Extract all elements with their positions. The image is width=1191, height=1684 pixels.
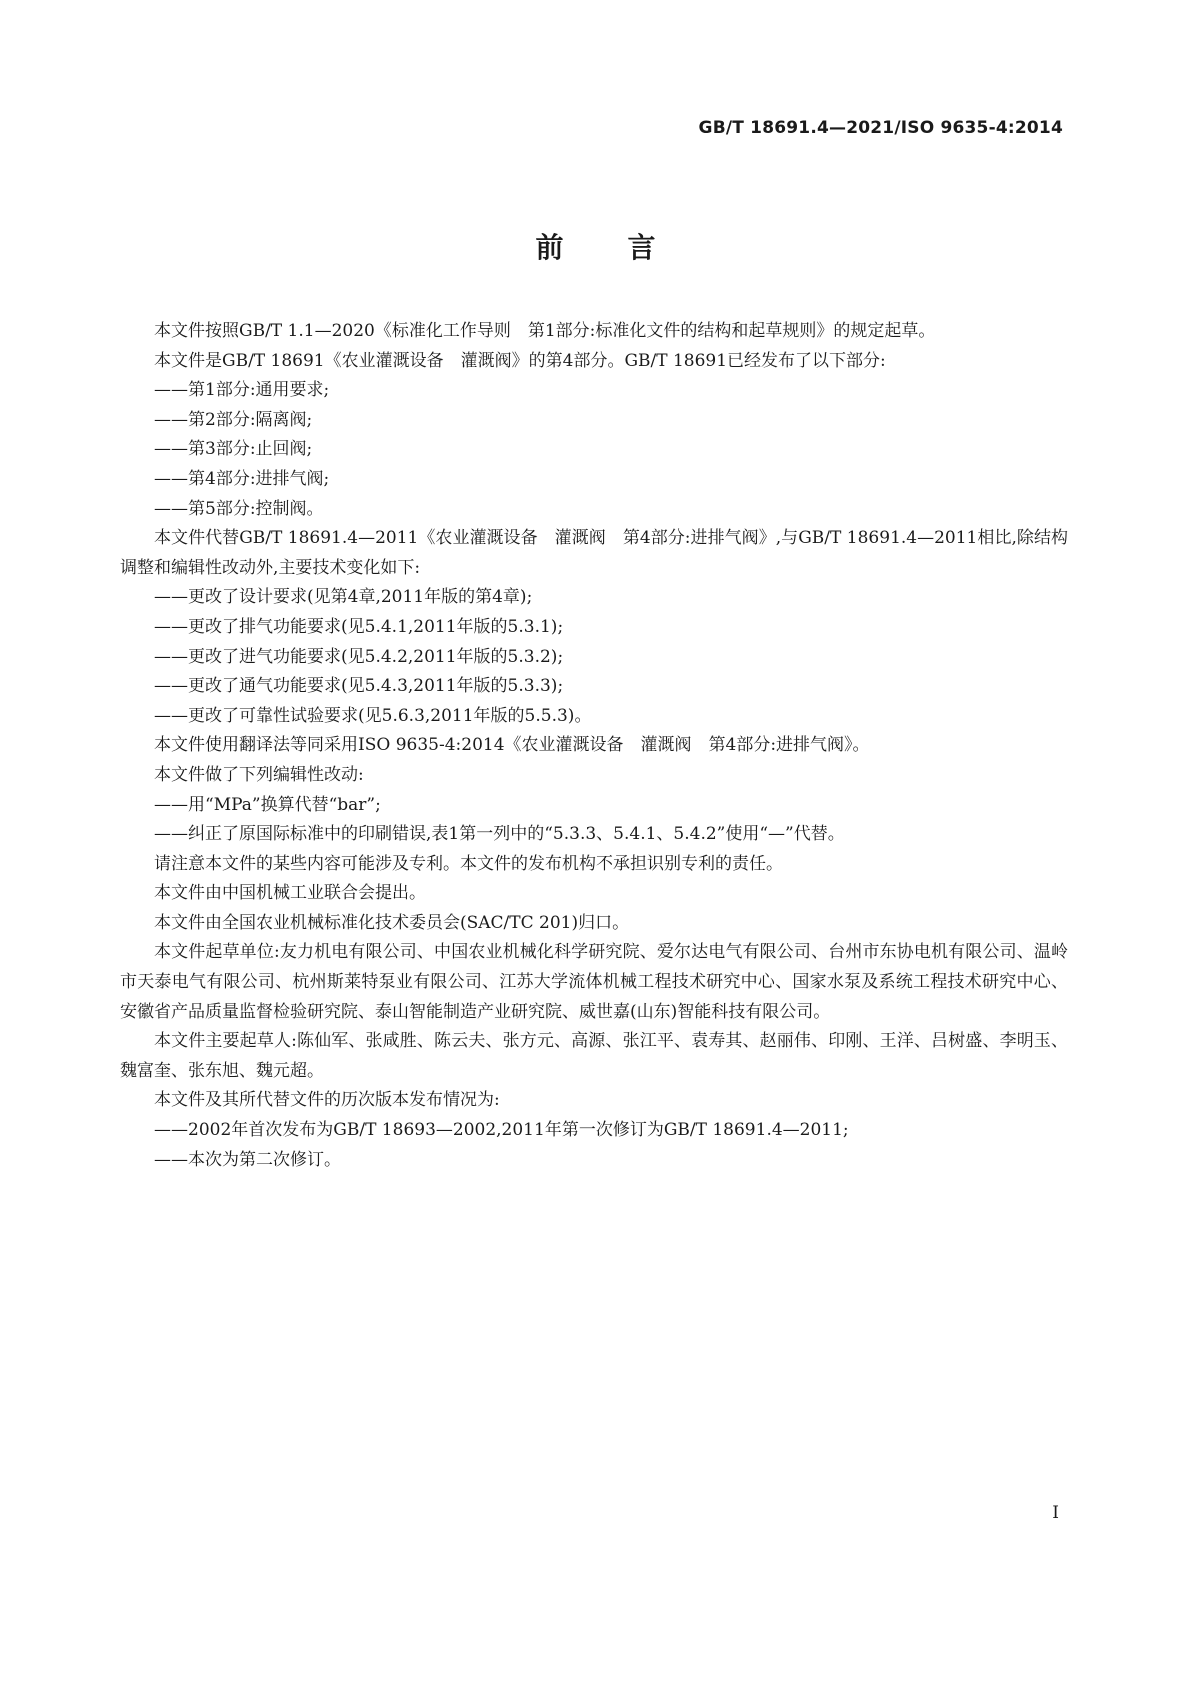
- page-title: [0, 226, 1191, 266]
- paragraph-drafting-rules: 本文件按照GB/T 1.1—2020《标准化工作导则 第1部分:标准化文件的结构和起草规则》的规定起草。: [154, 321, 936, 341]
- list-item: ——2002年首次发布为GB/T 18693—2002,2011年第一次修订为GB/T 18691.4—2011;: [154, 1120, 849, 1141]
- list-item: ——第3部分:止回阀;: [154, 439, 313, 460]
- list-item: ——更改了通气功能要求(见5.4.3,2011年版的5.3.3);: [154, 676, 564, 697]
- list-item: ——纠正了原国际标准中的印刷错误,表1第一列中的“5.3.3、5.4.1、5.4.2”使用“—”代替。: [154, 824, 845, 845]
- paragraph-editorial: 本文件做了下列编辑性改动:: [154, 764, 364, 785]
- title-char-1: 前: [535, 231, 564, 264]
- paragraph-proposed: 本文件由中国机械工业联合会提出。: [154, 883, 426, 904]
- paragraph-drafting-units: 本文件起草单位:友力机电有限公司、中国农业机械化科学研究院、爱尔达电气有限公司、台州市东协电机有限公司、温岭市天泰电气有限公司、杭州斯莱特泵业有限公司、江苏大学流体机械工程技术研究中心、国家水泵及系统工程技术研究中心、安徽省产品质量监督检验研究院、泰山智能制造产业研究院、威世嘉(山东)智能科技有限公司。: [120, 942, 1068, 1022]
- list-item: ——第5部分:控制阀。: [154, 498, 324, 519]
- editorial-list: [120, 791, 1068, 850]
- paragraph-drafters: 本文件主要起草人:陈仙军、张咸胜、陈云夫、张方元、高源、张江平、袁寿其、赵丽伟、印刚、王洋、吕树盛、李明玉、魏富奎、张东旭、魏元超。: [120, 1031, 1068, 1081]
- history-list: [120, 1116, 1068, 1175]
- changes-list: [120, 583, 1068, 731]
- foreword-body: [120, 317, 1068, 1175]
- parts-list: [120, 376, 1068, 524]
- paragraph-translation: 本文件使用翻译法等同采用ISO 9635-4:2014《农业灌溉设备 灌溉阀 第4部分:进排气阀》。: [154, 735, 870, 756]
- paragraph-patent: 请注意本文件的某些内容可能涉及专利。本文件的发布机构不承担识别专利的责任。: [154, 853, 783, 874]
- paragraph-history: 本文件及其所代替文件的历次版本发布情况为:: [154, 1090, 500, 1111]
- list-item: ——更改了排气功能要求(见5.4.1,2011年版的5.3.1);: [154, 616, 564, 637]
- list-item: ——更改了可靠性试验要求(见5.6.3,2011年版的5.5.3)。: [154, 705, 592, 726]
- paragraph-centralized: 本文件由全国农业机械标准化技术委员会(SAC/TC 201)归口。: [154, 912, 630, 933]
- list-item: ——本次为第二次修订。: [154, 1149, 341, 1170]
- list-item: ——用“MPa”换算代替“bar”;: [154, 794, 381, 815]
- list-item: ——更改了设计要求(见第4章,2011年版的第4章);: [154, 587, 533, 608]
- title-char-2: 言: [627, 231, 656, 264]
- list-item: ——第1部分:通用要求;: [154, 380, 330, 401]
- page-number: I: [1052, 1503, 1059, 1523]
- list-item: ——更改了进气功能要求(见5.4.2,2011年版的5.3.2);: [154, 646, 564, 667]
- paragraph-part-of-series: 本文件是GB/T 18691《农业灌溉设备 灌溉阀》的第4部分。GB/T 18691已经发布了以下部分:: [154, 350, 886, 371]
- paragraph-replaces: 本文件代替GB/T 18691.4—2011《农业灌溉设备 灌溉阀 第4部分:进排气阀》,与GB/T 18691.4—2011相比,除结构调整和编辑性改动外,主要技术变化如下:: [120, 528, 1068, 578]
- list-item: ——第4部分:进排气阀;: [154, 468, 330, 489]
- standard-code: GB/T 18691.4—2021/ISO 9635-4:2014: [698, 118, 1063, 138]
- list-item: ——第2部分:隔离阀;: [154, 409, 313, 430]
